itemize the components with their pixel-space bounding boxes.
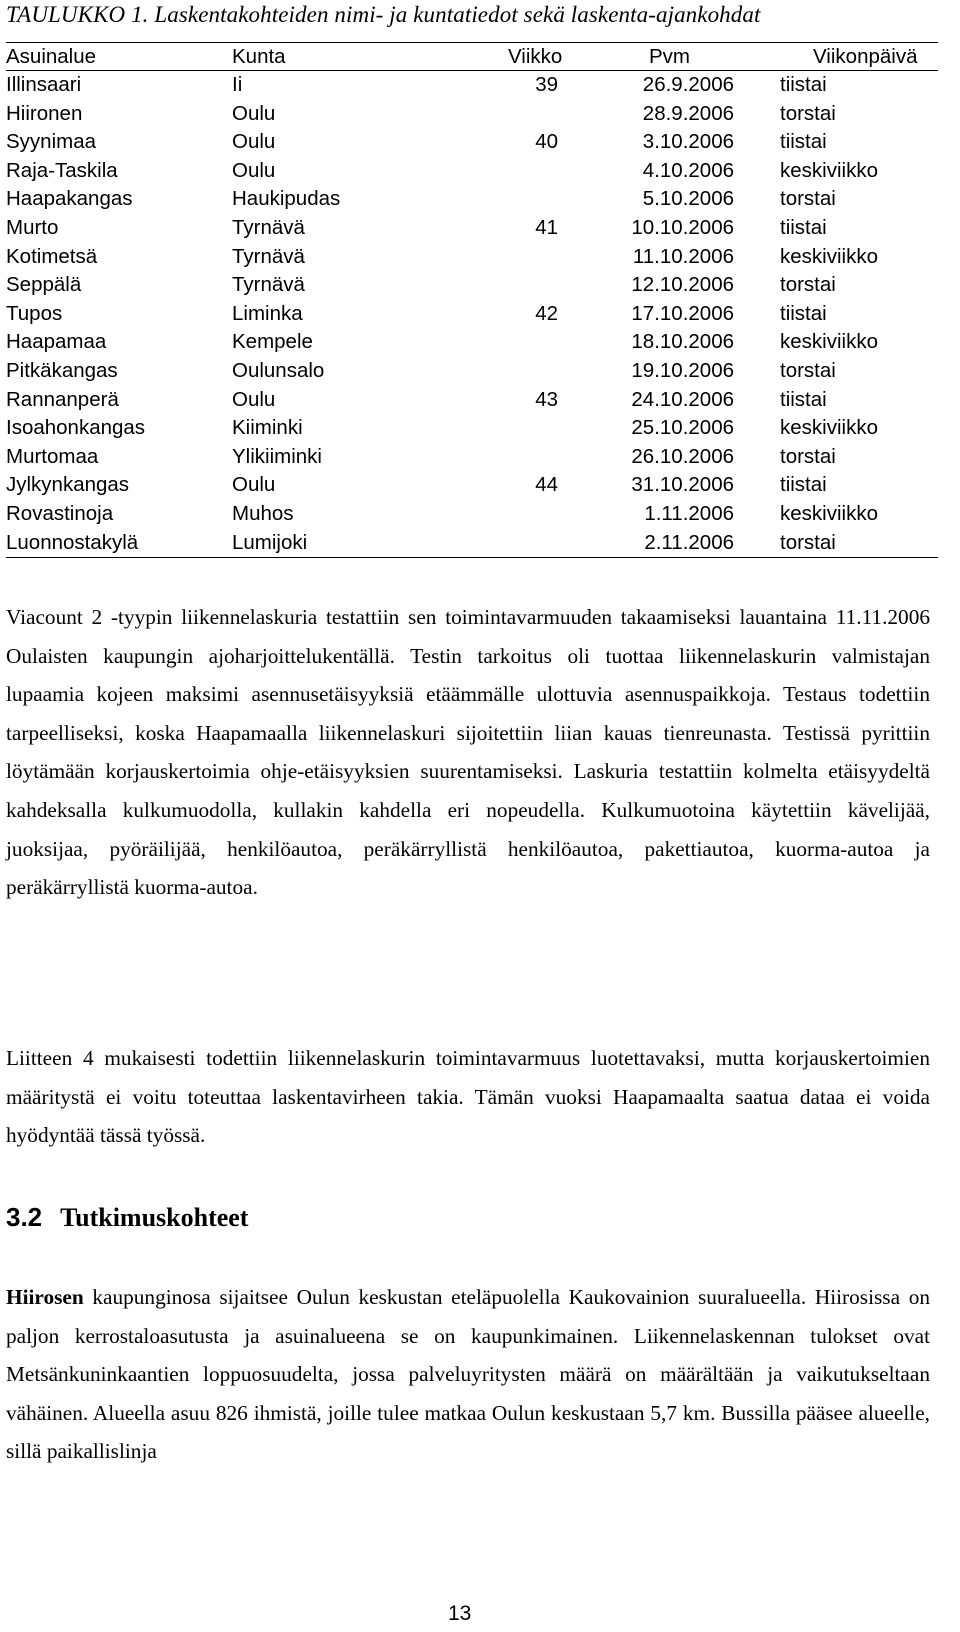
cell-asuinalue: Isoahonkangas [6,416,146,440]
cell-viikko: 43 [535,387,558,411]
cell-pvm: 11.10.2006 [632,244,734,268]
section-heading [6,1202,248,1233]
cell-viikonpaiva: tiistai [780,130,827,154]
cell-kunta: Ylikiiminki [232,444,322,468]
cell-viikonpaiva: torstai [780,444,836,468]
cell-viikonpaiva: keskiviikko [780,501,878,525]
table-row [6,529,938,558]
cell-kunta: Lumijoki [232,530,308,554]
cell-asuinalue: Luonnostakylä [6,530,139,554]
cell-pvm: 25.10.2006 [631,416,734,440]
paragraph-hiironen-text: kaupunginosa sijaitsee Oulun keskustan eteläpuolella Kaukovainion suuralueella. Hiirosissa on paljon kerrostaloasutusta ja asuinalueena se on kaupunkimainen. Liikennelaskennan tulokset ovat Metsänkuninkaantien loppuosuudelta, jossa palveluyritysten määrä on määrältään ja vaikutukseltaan vähäinen. Alueella asuu 826 ihmistä, joille tulee matkaa Oulun keskustaan 5,7 km. Bussilla pääsee alueelle, sillä paikallislinja [6,1285,930,1464]
header-kunta: Kunta [232,45,286,68]
cell-asuinalue: Haapakangas [6,187,133,211]
cell-viikonpaiva: torstai [780,187,836,211]
cell-pvm: 26.9.2006 [642,73,734,96]
cell-pvm: 4.10.2006 [642,158,734,182]
cell-asuinalue: Murtomaa [6,444,99,468]
cell-kunta: Tyrnävä [232,244,305,268]
cell-asuinalue: Raja-Taskila [6,158,118,182]
cell-viikonpaiva: torstai [780,101,836,125]
cell-kunta: Liminka [232,301,303,325]
cell-viikonpaiva: tiistai [780,73,827,96]
paragraph-hiironen [6,1278,930,1471]
cell-viikonpaiva: keskiviikko [780,244,878,268]
table-row [6,471,938,500]
table-row [6,271,938,300]
cell-kunta: Tyrnävä [232,215,305,239]
cell-kunta: Muhos [232,501,294,525]
cell-asuinalue: Illinsaari [6,73,82,96]
cell-kunta: Oulu [232,387,276,411]
cell-viikonpaiva: tiistai [780,301,827,325]
cell-asuinalue: Haapamaa [6,330,107,354]
cell-pvm: 10.10.2006 [631,215,734,239]
paragraph-reliability: Liitteen 4 mukaisesti todettiin liikennelaskurin toimintavarmuus luotettavaksi, mutta korjauskertoimien määritystä ei voitu toteuttaa laskentavirheen takia. Tämän vuoksi Haapamaalta saatua dataa ei voida hyödyntää tässä työssä. [6,1046,930,1148]
cell-viikonpaiva: tiistai [780,215,827,239]
cell-pvm: 28.9.2006 [642,101,734,125]
table-header-row [6,43,938,71]
cell-viikonpaiva: tiistai [780,473,827,497]
table-row [6,300,938,329]
table-row [6,157,938,186]
table-row [6,328,938,357]
cell-pvm: 24.10.2006 [631,387,734,411]
header-viikko: Viikko [508,45,563,68]
table-row [6,414,938,443]
table-row [6,243,938,272]
cell-pvm: 12.10.2006 [631,273,734,297]
cell-viikonpaiva: torstai [780,358,836,382]
cell-kunta: Kempele [232,330,313,354]
cell-pvm: 2.11.2006 [644,530,734,554]
cell-viikonpaiva: torstai [780,273,836,297]
header-asuinalue: Asuinalue [6,45,97,68]
cell-kunta: Kiiminki [232,416,303,440]
section-number: 3.2 [6,1202,43,1232]
cell-kunta: Oulu [232,130,276,154]
cell-viikko: 39 [535,73,558,96]
cell-viikonpaiva: keskiviikko [780,330,878,354]
cell-kunta: Oulu [232,473,276,497]
cell-asuinalue: Rovastinoja [6,501,114,525]
table-row [6,357,938,386]
cell-asuinalue: Jylkynkangas [6,473,130,497]
cell-asuinalue: Murto [6,215,59,239]
cell-pvm: 3.10.2006 [642,130,734,154]
table-row [6,386,938,415]
table-row [6,443,938,472]
table-row [6,100,938,129]
cell-viikonpaiva: keskiviikko [780,158,878,182]
paragraph-lead-word: Hiirosen [6,1285,84,1309]
cell-pvm: 5.10.2006 [642,187,734,211]
cell-kunta: Oulunsalo [232,358,325,382]
cell-viikonpaiva: torstai [780,530,836,554]
cell-asuinalue: Syynimaa [6,130,97,154]
cell-pvm: 18.10.2006 [631,330,734,354]
cell-asuinalue: Hiironen [6,101,83,125]
cell-pvm: 31.10.2006 [631,473,734,497]
cell-pvm: 17.10.2006 [631,301,734,325]
cell-viikko: 40 [535,130,558,154]
page-number: 13 [448,1602,472,1625]
header-viikonpaiva: Viikonpäivä [813,45,918,68]
table-row [6,500,938,529]
cell-viikonpaiva: tiistai [780,387,827,411]
cell-asuinalue: Tupos [6,301,63,325]
cell-kunta: Haukipudas [232,187,341,211]
cell-asuinalue: Rannanperä [6,387,119,411]
cell-kunta: Oulu [232,158,276,182]
cell-asuinalue: Kotimetsä [6,244,98,268]
count-sites-table [6,42,938,558]
paragraph-viacount-test: Viacount 2 -tyypin liikennelaskuria testattiin sen toimintavarmuuden takaamiseksi lauantaina 11.11.2006 Oulaisten kaupungin ajoharjoittelukentällä. Testin tarkoitus oli tuottaa liikennelaskurin valmistajan lupaamia kojeen maksimi asennusetäisyyksiä etäämmälle ulottuvia asennuspaikkoja. Testaus todettiin tarpeelliseksi, koska Haapamaalla liikennelaskuri sijoitettiin liian kauas tienreunasta. Testissä pyrittiin löytämään korjauskertoimia ohje-etäisyyksien suurentamiseksi. Laskuria testattiin kolmelta etäisyydeltä kahdeksalla kulkumuodolla, kullakin kahdella eri nopeudella. Kulkumuotoina käytettiin kävelijää, juoksijaa, pyöräilijää, henkilöautoa, peräkärryllistä henkilöautoa, pakettiautoa, kuorma-autoa ja peräkärryllistä kuorma-autoa. [6,605,930,900]
cell-viikonpaiva: keskiviikko [780,416,878,440]
table-caption: TAULUKKO 1. Laskentakohteiden nimi- ja kuntatiedot sekä laskenta-ajankohdat [6,2,761,27]
table-body [6,71,938,557]
cell-asuinalue: Pitkäkangas [6,358,118,382]
table-row [6,71,938,100]
cell-viikko: 42 [535,301,558,325]
cell-pvm: 19.10.2006 [631,358,734,382]
cell-pvm: 26.10.2006 [631,444,734,468]
cell-kunta: Tyrnävä [232,273,305,297]
cell-viikko: 41 [535,215,558,239]
cell-kunta: Ii [232,73,243,96]
cell-pvm: 1.11.2006 [644,501,734,525]
header-pvm: Pvm [649,45,690,68]
table-row [6,214,938,243]
section-title-text: Tutkimuskohteet [60,1203,249,1232]
table-row [6,185,938,214]
cell-viikko: 44 [535,473,558,497]
cell-asuinalue: Seppälä [6,273,82,297]
cell-kunta: Oulu [232,101,276,125]
table-row [6,128,938,157]
